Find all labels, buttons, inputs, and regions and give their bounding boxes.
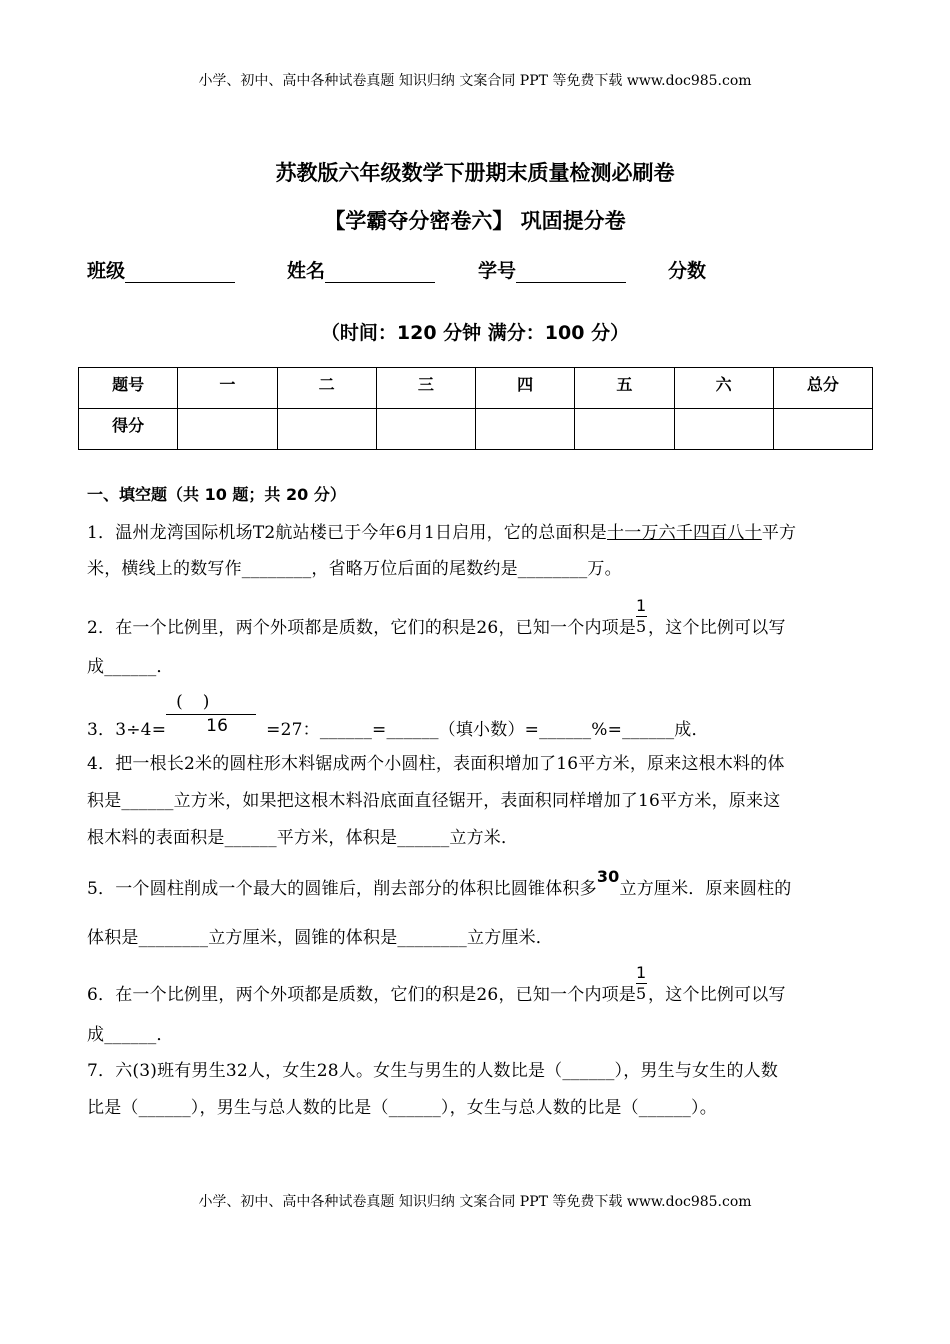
class-blank: [125, 262, 235, 283]
score-cell[interactable]: [674, 409, 773, 450]
question-5-line-2: 体积是________立方厘米，圆锥的体积是________立方厘米．: [87, 928, 553, 948]
table-row: [79, 409, 873, 450]
question-2-line-2: 成______．: [87, 657, 174, 677]
question-1-line-1: [87, 518, 796, 543]
table-header-cell: 总分: [773, 368, 872, 409]
table-header-cell: 题号: [79, 368, 178, 409]
table-row-label: 得分: [79, 409, 178, 450]
score-cell[interactable]: [277, 409, 376, 450]
question-4-line-2: 积是______立方米，如果把这根木料沿底面直径锯开，表面积同样增加了16平方米，原来这: [87, 791, 781, 811]
fraction: [166, 692, 266, 736]
text: 1．温州龙湾国际机场T2航站楼已于今年6月1日启用，它的总面积是: [87, 523, 608, 543]
text: 2．在一个比例里，两个外项都是质数，它们的积是26，已知一个内项是: [87, 618, 637, 638]
table-header-cell: 一: [178, 368, 277, 409]
table-header-cell: 五: [575, 368, 674, 409]
score-cell[interactable]: [773, 409, 872, 450]
question-6-line-2: 成______．: [87, 1025, 174, 1045]
score-label: 分数: [668, 260, 707, 282]
time-line: （时间：120 分钟 满分：100 分）: [320, 322, 630, 344]
score-cell[interactable]: [575, 409, 674, 450]
text: 3．3÷4=: [87, 720, 167, 740]
fraction-bar: [166, 714, 256, 715]
score-cell[interactable]: [476, 409, 575, 450]
number-label: 学号: [478, 260, 517, 282]
page-subtitle: 【学霸夺分密卷六】 巩固提分卷: [324, 209, 626, 233]
fraction: [636, 963, 648, 1003]
section-heading: 一、填空题（共 10 题；共 20 分）: [87, 485, 346, 504]
text: 5．一个圆柱削成一个最大的圆锥后，削去部分的体积比圆锥体积多: [87, 879, 597, 899]
numerator: 1: [636, 596, 647, 615]
table-header-cell: 六: [674, 368, 773, 409]
class-label: 班级: [87, 260, 126, 282]
score-table: [78, 367, 873, 450]
class-field: [87, 256, 235, 283]
text: ，这个比例可以写: [648, 985, 786, 1005]
denominator: 16: [206, 716, 229, 736]
fraction: [636, 596, 648, 636]
number-blank: [516, 262, 626, 283]
question-6-line-1: [87, 963, 786, 1005]
numerator: 1: [636, 963, 647, 982]
score-cell[interactable]: [376, 409, 475, 450]
table-header-cell: 三: [376, 368, 475, 409]
text: ，这个比例可以写: [648, 618, 786, 638]
score-cell[interactable]: [178, 409, 277, 450]
text: 平方: [761, 523, 797, 543]
question-1-line-2: 米，横线上的数写作________，省略万位后面的尾数约是________万。: [87, 559, 622, 579]
table-row: [79, 368, 873, 409]
question-4-line-3: 根木料的表面积是______平方米，体积是______立方米．: [87, 828, 519, 848]
page-footer: 小学、初中、高中各种试卷真题 知识归纳 文案合同 PPT 等免费下载 www.doc985.com: [198, 1194, 752, 1210]
name-field: [287, 256, 435, 283]
underlined-number: 十一万六千四百八十: [607, 523, 762, 543]
number-field: [478, 256, 626, 283]
superscript-number: 30: [596, 867, 620, 886]
numerator-blank: (): [176, 692, 230, 712]
name-label: 姓名: [287, 260, 326, 282]
table-header-cell: 二: [277, 368, 376, 409]
text: 6．在一个比例里，两个外项都是质数，它们的积是26，已知一个内项是: [87, 985, 637, 1005]
question-4-line-1: 4．把一根长2米的圆柱形木料锯成两个小圆柱，表面积增加了16平方米，原来这根木料的体: [87, 754, 785, 774]
question-5-line-1: [87, 867, 792, 899]
page-header: 小学、初中、高中各种试卷真题 知识归纳 文案合同 PPT 等免费下载 www.doc985.com: [198, 73, 752, 89]
table-header-cell: 四: [476, 368, 575, 409]
question-3: [87, 692, 709, 740]
question-2-line-1: [87, 596, 786, 638]
denominator: 5: [636, 617, 647, 636]
name-blank: [325, 262, 435, 283]
denominator: 5: [636, 984, 647, 1003]
text: 立方厘米．原来圆柱的: [619, 879, 792, 899]
question-7-line-2: 比是（______），男生与总人数的比是（______），女生与总人数的比是（______）。: [87, 1098, 717, 1118]
question-7-line-1: 7．六(3)班有男生32人，女生28人。女生与男生的人数比是（______），男生与女生的人数: [87, 1061, 779, 1081]
page-title: 苏教版六年级数学下册期末质量检测必刷卷: [275, 161, 675, 185]
text: =27：______=______（填小数）=______%=______成．: [266, 720, 709, 740]
